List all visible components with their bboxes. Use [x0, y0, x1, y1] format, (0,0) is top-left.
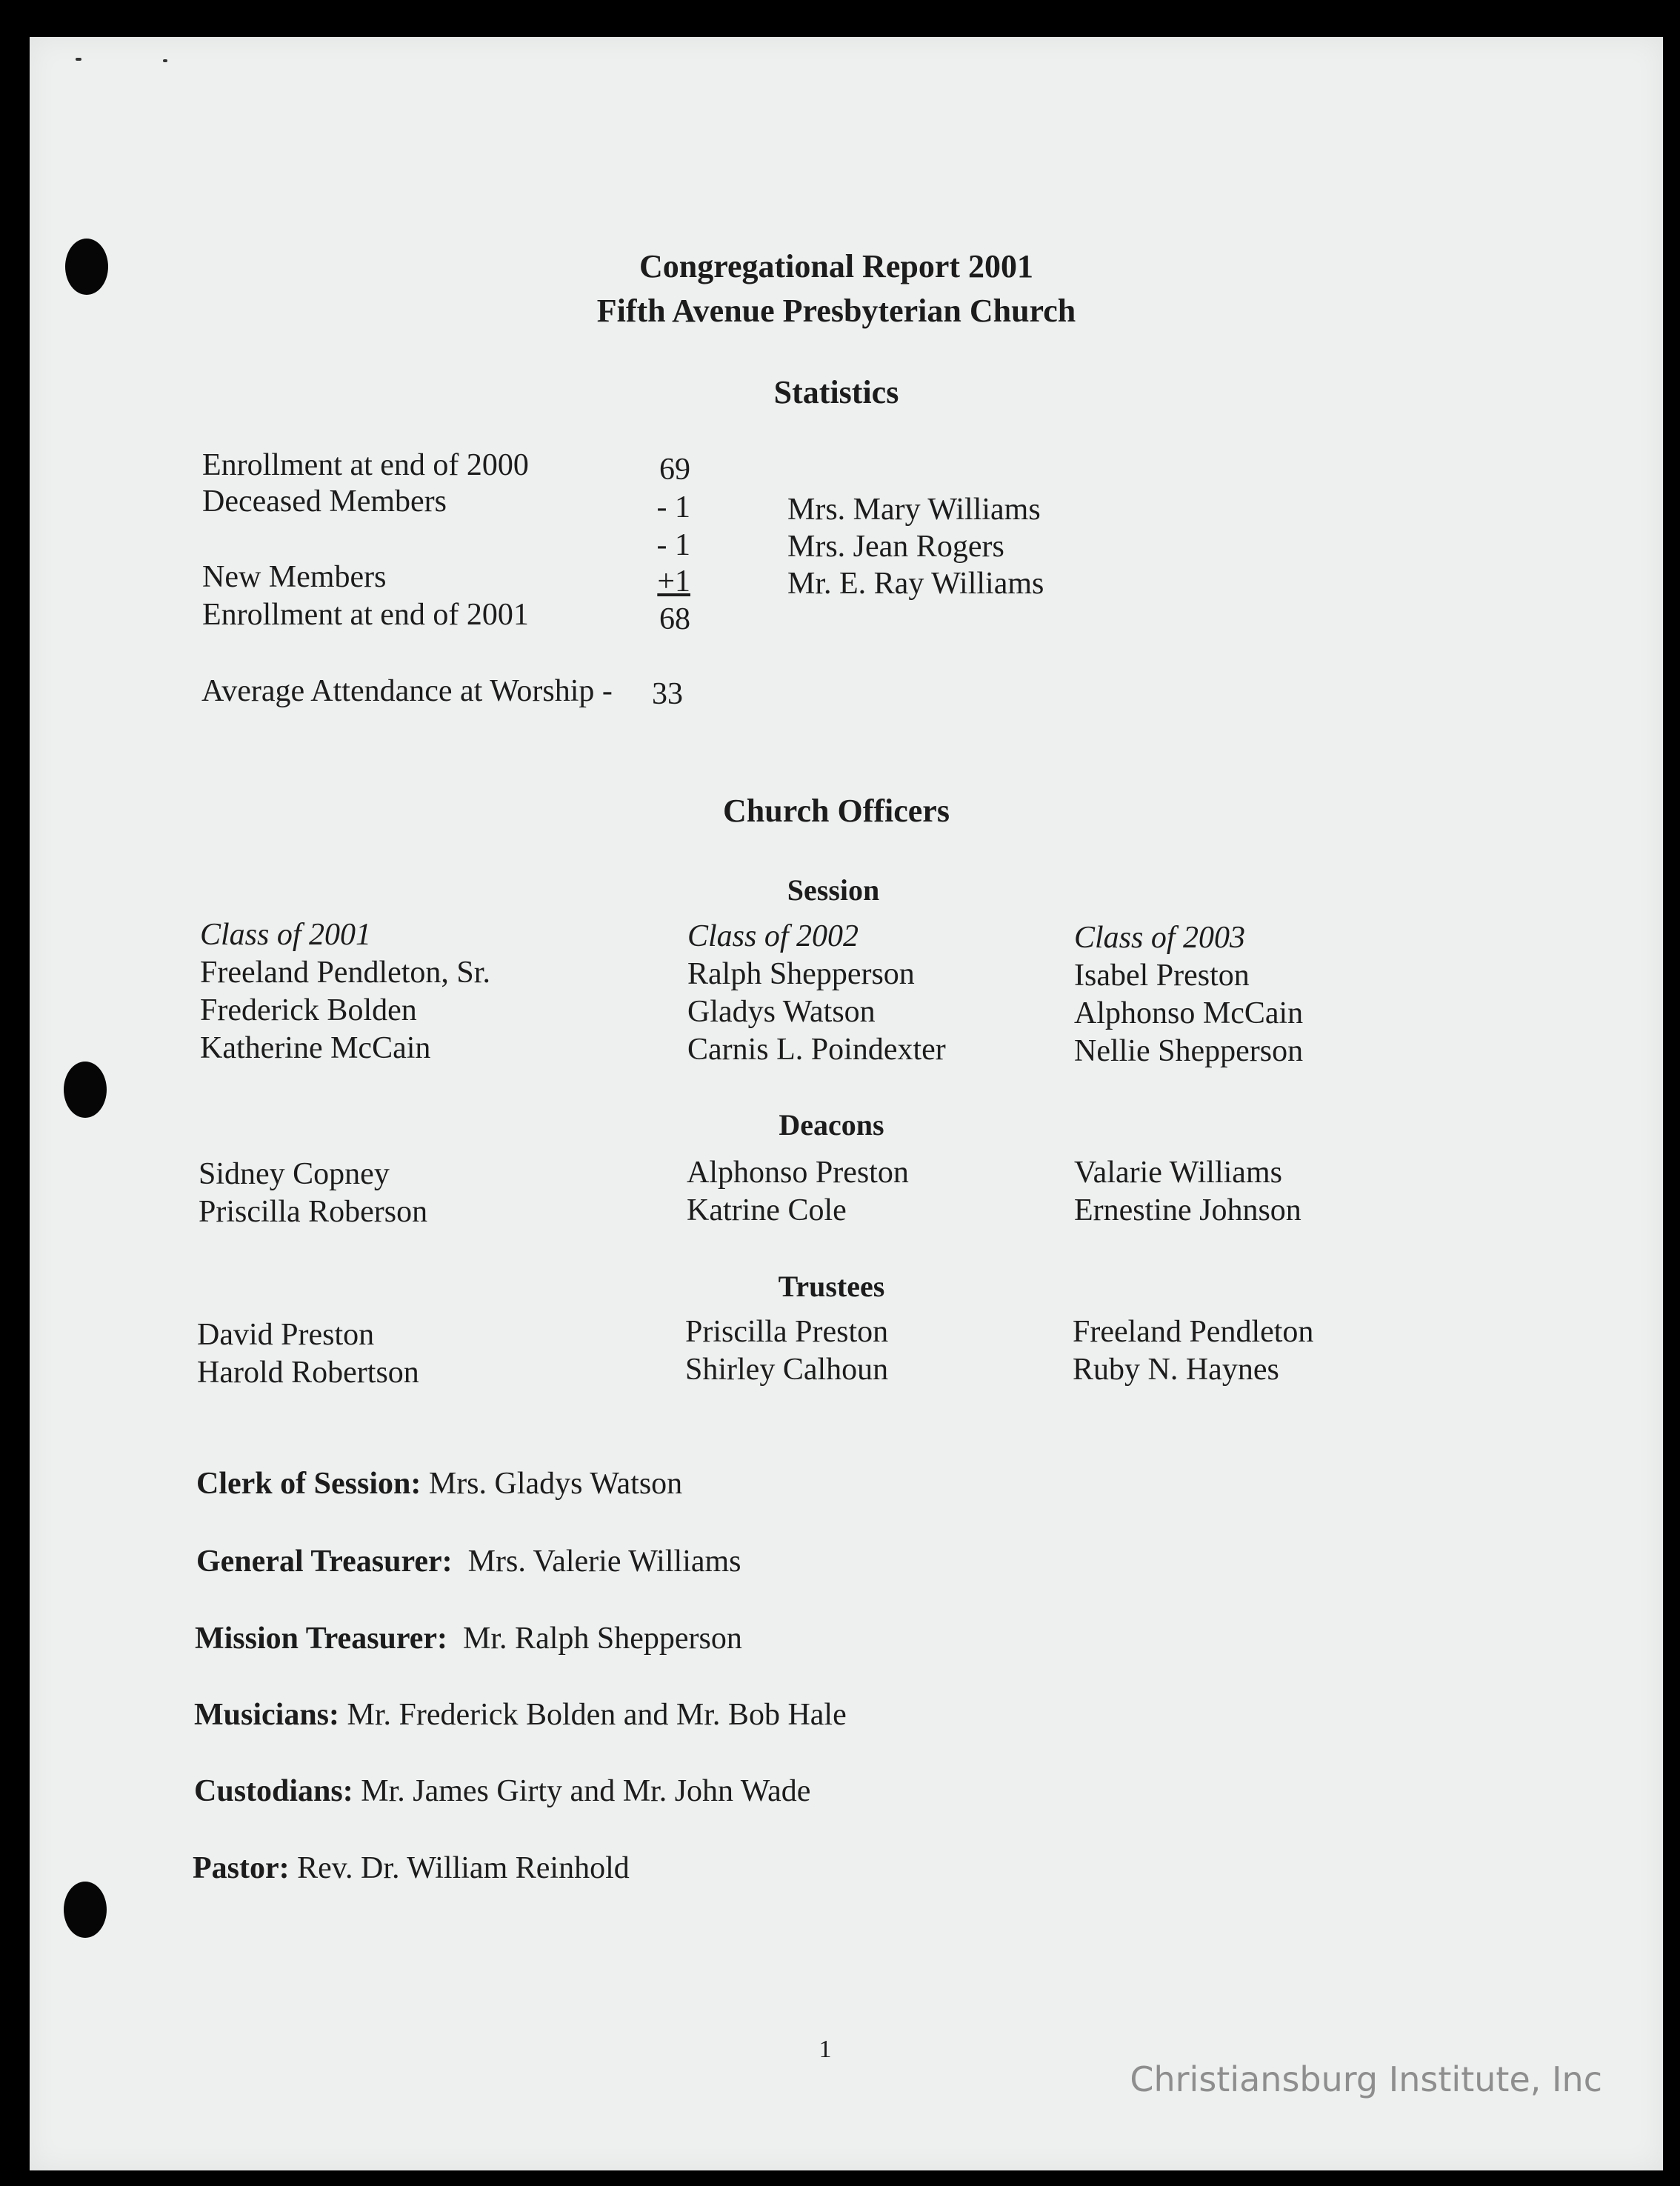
officer-name: Gladys Watson — [687, 995, 876, 1029]
trustee-name: Shirley Calhoun — [685, 1353, 889, 1387]
role-value: Mrs. Valerie Williams — [467, 1544, 741, 1579]
officer-name: Alphonso McCain — [1074, 996, 1304, 1030]
role-value: Mr. James Girty and Mr. John Wade — [361, 1774, 811, 1808]
member-name: Mrs. Jean Rogers — [787, 530, 1004, 564]
role-mission-treasurer — [195, 1620, 742, 1657]
stat-label: Enrollment at end of 2001 — [202, 598, 529, 632]
role-custodians — [194, 1773, 810, 1810]
officer-name: Carnis L. Poindexter — [687, 1033, 946, 1067]
stat-value: +1 — [657, 564, 690, 599]
statistics-heading: Statistics — [773, 374, 899, 410]
role-label: Musicians: — [194, 1698, 340, 1732]
church-name: Fifth Avenue Presbyterian Church — [596, 293, 1076, 329]
trustee-name: Ruby N. Haynes — [1073, 1353, 1279, 1387]
paper-speck — [76, 58, 81, 61]
trustees-heading: Trustees — [778, 1270, 885, 1303]
stat-label: New Members — [202, 560, 387, 594]
page-number: 1 — [819, 2036, 832, 2063]
report-title: Congregational Report 2001 — [639, 248, 1034, 284]
attendance-label: Average Attendance at Worship - — [201, 674, 613, 708]
member-name: Mr. E. Ray Williams — [787, 567, 1044, 601]
officer-name: Frederick Bolden — [200, 993, 417, 1027]
role-label: Clerk of Session: — [196, 1467, 421, 1501]
role-label: Custodians: — [194, 1774, 353, 1808]
stat-value: 68 — [659, 602, 690, 636]
officer-name: Katherine McCain — [200, 1031, 431, 1065]
role-value: Mr. Ralph Shepperson — [463, 1622, 742, 1656]
trustee-name: David Preston — [197, 1318, 375, 1352]
role-pastor — [193, 1850, 630, 1887]
role-musicians — [194, 1696, 847, 1733]
class-label: Class of 2001 — [200, 918, 372, 952]
role-value: Mr. Frederick Bolden and Mr. Bob Hale — [347, 1698, 847, 1732]
role-label: Pastor: — [193, 1851, 290, 1885]
trustee-name: Freeland Pendleton — [1073, 1315, 1314, 1349]
role-label: General Treasurer: — [196, 1544, 453, 1579]
role-clerk-of-session — [196, 1465, 682, 1502]
stat-value: - 1 — [656, 528, 690, 562]
stat-label: Deceased Members — [202, 484, 447, 519]
deacon-name: Alphonso Preston — [687, 1156, 909, 1190]
deacon-name: Valarie Williams — [1074, 1156, 1282, 1190]
stat-value: - 1 — [656, 490, 690, 524]
binder-hole-bottom — [64, 1882, 107, 1938]
officer-name: Freeland Pendleton, Sr. — [200, 956, 490, 990]
stat-value: 69 — [659, 453, 690, 487]
church-officers-heading: Church Officers — [723, 793, 950, 829]
session-heading: Session — [787, 873, 880, 907]
deacon-name: Katrine Cole — [687, 1193, 847, 1227]
deacon-name: Priscilla Roberson — [199, 1195, 428, 1229]
paper-speck — [163, 59, 167, 62]
role-general-treasurer — [196, 1543, 741, 1580]
class-label: Class of 2002 — [687, 919, 859, 953]
officer-name: Nellie Shepperson — [1074, 1034, 1304, 1068]
deacon-name: Sidney Copney — [199, 1157, 390, 1191]
officer-name: Isabel Preston — [1074, 959, 1250, 993]
stat-label: Enrollment at end of 2000 — [202, 448, 529, 482]
trustee-name: Harold Robertson — [197, 1356, 419, 1390]
trustee-name: Priscilla Preston — [685, 1315, 889, 1349]
watermark: Christiansburg Institute, Inc — [1130, 2059, 1602, 2099]
officer-name: Ralph Shepperson — [687, 957, 915, 991]
deacon-name: Ernestine Johnson — [1074, 1193, 1301, 1227]
deacons-heading: Deacons — [779, 1108, 884, 1142]
role-value: Mrs. Gladys Watson — [428, 1467, 683, 1501]
member-name: Mrs. Mary Williams — [787, 493, 1041, 527]
class-label: Class of 2003 — [1074, 921, 1246, 955]
role-label: Mission Treasurer: — [195, 1622, 448, 1656]
role-value: Rev. Dr. William Reinhold — [297, 1851, 630, 1885]
attendance-value: 33 — [652, 677, 683, 711]
